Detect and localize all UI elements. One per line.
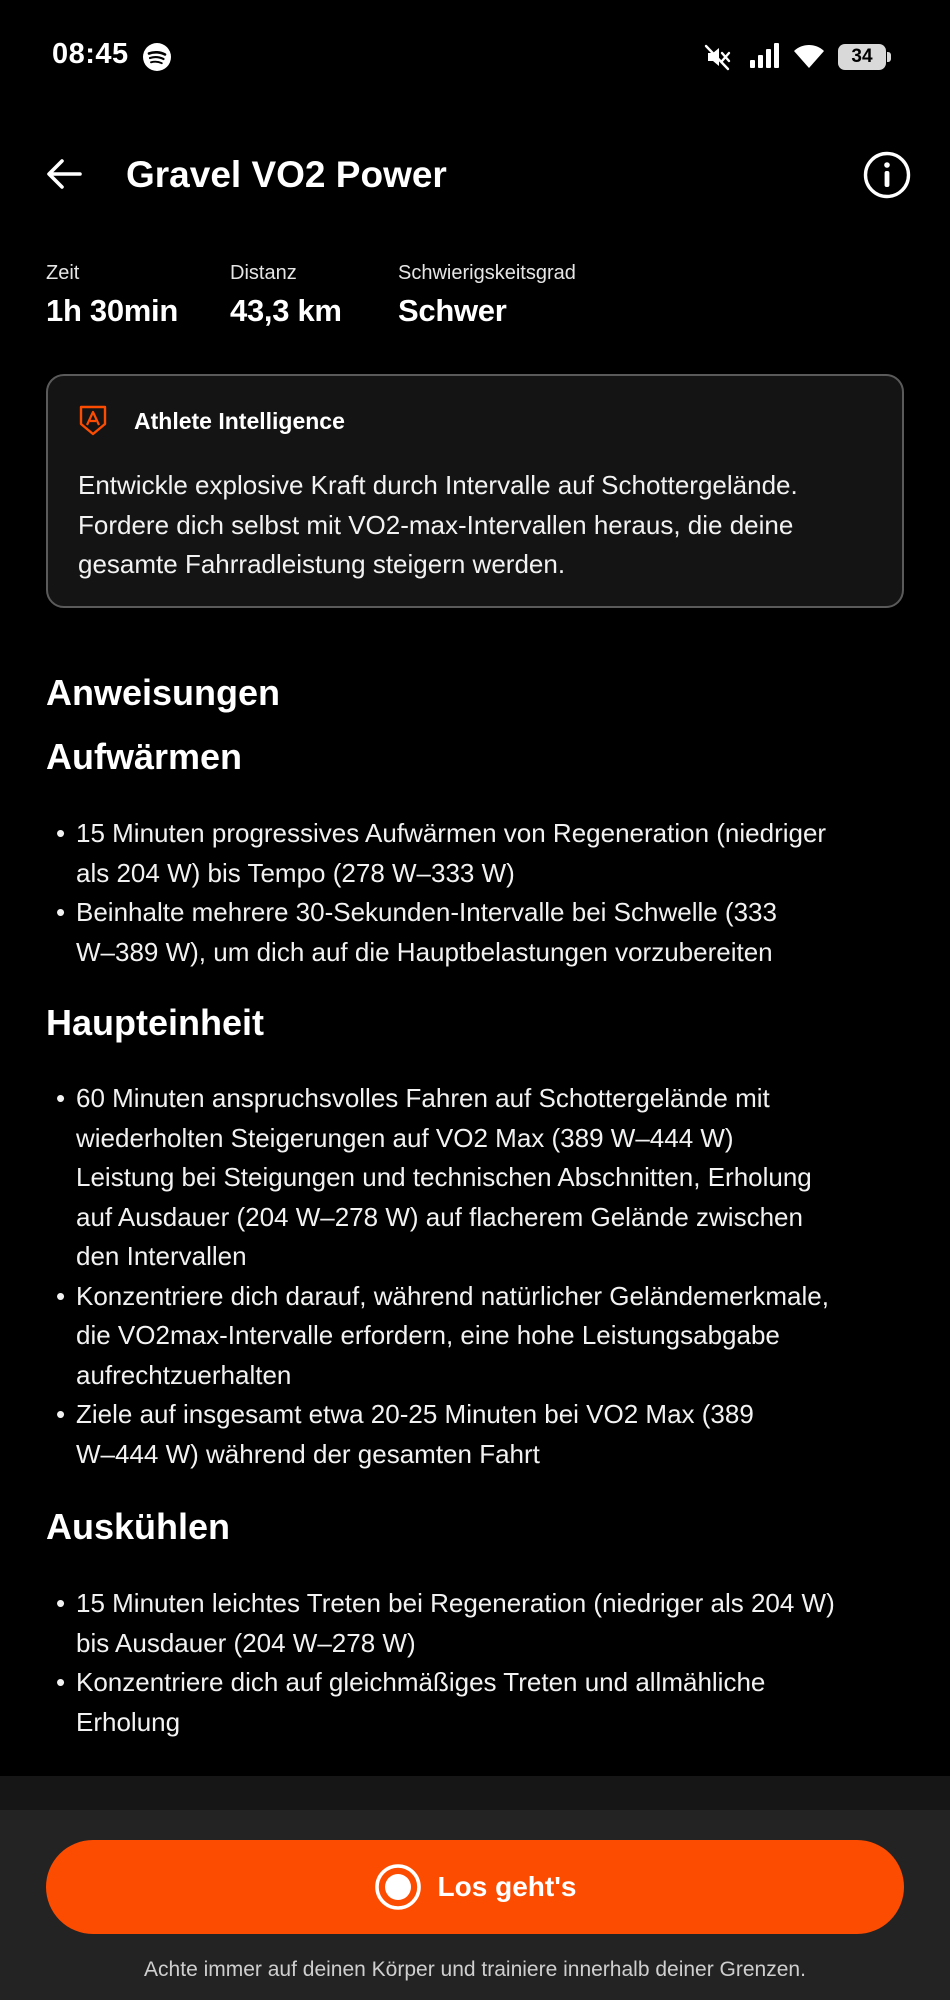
list-item — [56, 1277, 906, 1396]
list-item — [56, 893, 906, 972]
safety-disclaimer: Achte immer auf deinen Körper und trainiere innerhalb deiner Grenzen. — [144, 1958, 806, 1981]
status-time: 08:45 — [52, 38, 129, 70]
ai-text-line: gesamte Fahrradleistung steigern werden. — [78, 549, 566, 579]
mute-icon — [702, 42, 732, 72]
list-item — [56, 1395, 906, 1474]
list-item-line: W–389 W), um dich auf die Hauptbelastungen vorzubereiten — [76, 936, 773, 967]
list-item-line: • 60 Minuten anspruchsvolles Fahren auf Schottergelände mit — [76, 1083, 770, 1113]
stat-label: Schwierigskeitsgrad — [398, 262, 576, 284]
athlete-intelligence-icon — [78, 404, 108, 436]
instructions-heading: Anweisungen — [46, 672, 281, 713]
signal-icon — [748, 42, 782, 70]
stat-time — [46, 262, 178, 329]
start-button-label: Los geht's — [437, 1871, 577, 1902]
record-icon — [374, 1863, 422, 1911]
app-header — [0, 140, 950, 214]
list-item-line: bis Ausdauer (204 W–278 W) — [76, 1627, 416, 1658]
start-workout-button[interactable] — [46, 1840, 904, 1934]
battery-icon — [838, 44, 890, 70]
list-item-line: W–444 W) während der gesamten Fahrt — [76, 1438, 540, 1469]
list-item-line: • Konzentriere dich darauf, während natürlicher Geländemerkmale, — [76, 1280, 829, 1311]
stat-distance — [230, 262, 342, 329]
section-title-warmup: Aufwärmen — [46, 736, 243, 777]
info-icon[interactable] — [862, 150, 912, 200]
ai-text-line: Entwickle explosive Kraft durch Intervalle auf Schottergelände. — [78, 470, 798, 500]
status-bar — [0, 0, 950, 112]
stat-value: 43,3 km — [230, 293, 342, 328]
list-item-line: • Ziele auf insgesamt etwa 20-25 Minuten bei VO2 Max (389 — [76, 1399, 754, 1429]
stat-value: Schwer — [398, 293, 507, 328]
athlete-intelligence-text — [78, 466, 878, 585]
list-item-line: • 15 Minuten leichtes Treten bei Regeneration (niedriger als 204 W) — [76, 1588, 835, 1618]
bottom-divider — [0, 1776, 950, 1810]
stat-difficulty — [398, 262, 576, 329]
list-item-line: Leistung bei Steigungen und technischen Abschnitten, Erholung — [76, 1162, 812, 1192]
warmup-list — [56, 814, 906, 972]
list-item-line: wiederholten Steigerungen auf VO2 Max (389 W–444 W) — [76, 1122, 734, 1153]
stat-value: 1h 30min — [46, 293, 178, 328]
page-title: Gravel VO2 Power — [126, 154, 447, 195]
list-item — [56, 1584, 906, 1663]
stat-label: Zeit — [46, 262, 80, 284]
list-item-line: die VO2max-Intervalle erfordern, eine hohe Leistungsabgabe — [76, 1320, 780, 1350]
section-title-main: Haupteinheit — [46, 1002, 265, 1043]
list-item-line: • Konzentriere dich auf gleichmäßiges Treten und allmähliche — [76, 1667, 766, 1697]
list-item-line: auf Ausdauer (204 W–278 W) auf flacherem Gelände zwischen — [76, 1201, 803, 1232]
list-item — [56, 1079, 906, 1277]
list-item-line: als 204 W) bis Tempo (278 W–333 W) — [76, 857, 515, 888]
ai-text-line: Fordere dich selbst mit VO2-max-Intervallen heraus, die deine — [78, 509, 794, 540]
athlete-intelligence-card — [46, 374, 904, 608]
battery-tip — [887, 52, 891, 62]
main-set-list — [56, 1079, 906, 1474]
list-item-line: • Beinhalte mehrere 30-Sekunden-Intervalle bei Schwelle (333 — [76, 897, 777, 927]
list-item — [56, 1663, 906, 1742]
workout-stats — [46, 262, 906, 332]
list-item-line: • 15 Minuten progressives Aufwärmen von Regeneration (niedriger — [76, 818, 827, 848]
wifi-icon — [792, 42, 826, 70]
list-item-line: aufrechtzuerhalten — [76, 1359, 292, 1390]
back-arrow-icon[interactable] — [44, 154, 84, 194]
list-item-line: Erholung — [76, 1706, 181, 1737]
athlete-intelligence-title: Athlete Intelligence — [134, 408, 345, 434]
battery-level: 34 — [838, 44, 886, 70]
list-item — [56, 814, 906, 893]
spotify-icon — [142, 42, 172, 72]
stat-label: Distanz — [230, 262, 297, 284]
cooldown-list — [56, 1584, 906, 1742]
list-item-line: den Intervallen — [76, 1241, 247, 1271]
section-title-cooldown: Auskühlen — [46, 1506, 231, 1547]
